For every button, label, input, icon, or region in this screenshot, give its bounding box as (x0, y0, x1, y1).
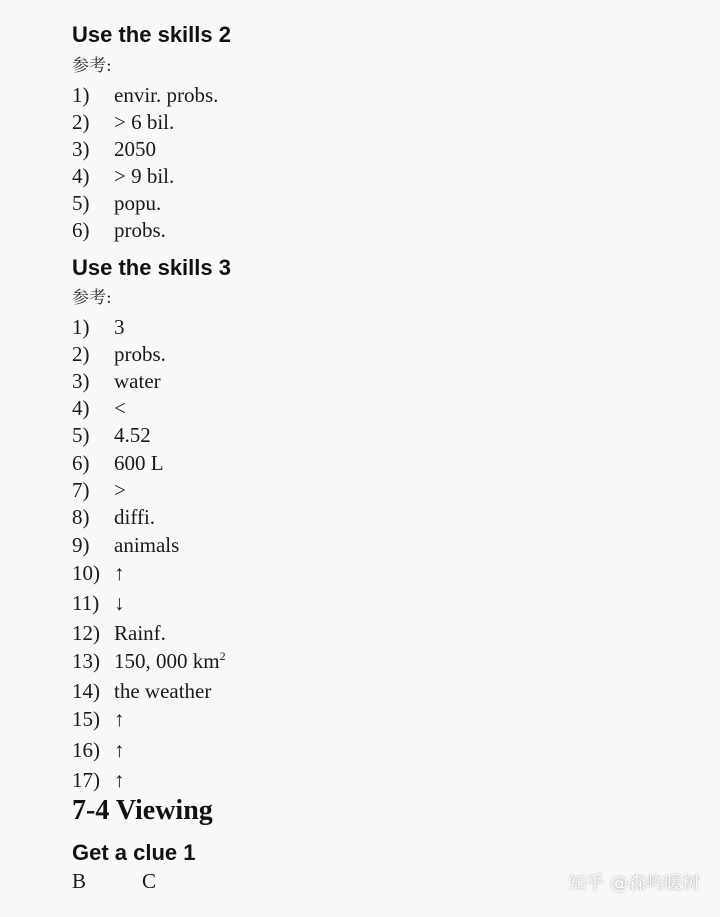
answer-item (72, 504, 155, 530)
item-number: 4) (72, 396, 90, 420)
item-number: 1) (72, 83, 90, 107)
item-number: 12) (72, 621, 100, 645)
item-number: 15) (72, 707, 100, 731)
answer-item (72, 477, 126, 503)
item-number: 2) (72, 342, 90, 366)
reference-label: 参考: (72, 56, 112, 76)
item-number: 11) (72, 591, 100, 615)
answer-item (72, 217, 166, 243)
item-text: > 9 bil. (114, 164, 175, 188)
item-number: 9) (72, 533, 90, 557)
item-number: 17) (72, 768, 100, 792)
answer-item (72, 532, 179, 558)
item-text: ↓ (114, 591, 125, 615)
item-text (114, 649, 226, 673)
item-number: 5) (72, 423, 90, 447)
answer-item (72, 678, 211, 704)
item-number: 8) (72, 505, 90, 529)
item-text: envir. probs. (114, 83, 219, 107)
clue-answers (72, 868, 156, 894)
superscript: 2 (219, 649, 226, 663)
item-text: water (114, 369, 161, 393)
item-text: > (114, 478, 126, 502)
item-number: 7) (72, 478, 90, 502)
item-number: 3) (72, 137, 90, 161)
item-number: 1) (72, 315, 90, 339)
answer-item (72, 109, 174, 135)
item-text: ↑ (114, 561, 125, 585)
item-text: > 6 bil. (114, 110, 175, 134)
answer-item (72, 136, 156, 162)
reference-label: 参考: (72, 288, 112, 308)
item-number: 16) (72, 738, 100, 762)
item-number: 4) (72, 164, 90, 188)
answer-item (72, 163, 174, 189)
item-text: probs. (114, 218, 166, 242)
answer-item (72, 560, 125, 586)
item-number: 6) (72, 451, 90, 475)
item-text: animals (114, 533, 180, 557)
answer-item (72, 767, 125, 793)
item-text: Rainf. (114, 621, 166, 645)
item-text-main: 150, 000 km (114, 649, 220, 673)
section-title-viewing: 7-4 Viewing (72, 795, 213, 826)
item-number: 6) (72, 218, 90, 242)
answer-item (72, 190, 161, 216)
answer-item (72, 706, 125, 732)
item-text: ↑ (114, 738, 125, 762)
answer-item (72, 395, 126, 421)
clue-answer-2: C (142, 869, 157, 893)
item-text: 4.52 (114, 423, 151, 447)
answer-item (72, 737, 125, 763)
answer-item (72, 648, 226, 674)
section-title-skills-3: Use the skills 3 (72, 255, 231, 280)
item-text: 600 L (114, 451, 164, 475)
item-text: popu. (114, 191, 162, 215)
section-title-get-a-clue: Get a clue 1 (72, 840, 196, 865)
answer-item (72, 314, 125, 340)
item-number: 14) (72, 679, 100, 703)
item-text: the weather (114, 679, 212, 703)
answer-item (72, 82, 218, 108)
item-number: 10) (72, 561, 100, 585)
answer-item (72, 450, 164, 476)
item-number: 13) (72, 649, 100, 673)
answer-item (72, 341, 166, 367)
clue-answer-1: B (72, 869, 87, 893)
item-number: 3) (72, 369, 90, 393)
item-text: < (114, 396, 126, 420)
item-number: 2) (72, 110, 90, 134)
item-text: 2050 (114, 137, 156, 161)
item-number: 5) (72, 191, 90, 215)
answer-item (72, 368, 161, 394)
item-text: diffi. (114, 505, 156, 529)
item-text: ↑ (114, 707, 125, 731)
answer-item (72, 422, 151, 448)
answer-item (72, 620, 166, 646)
item-text: probs. (114, 342, 166, 366)
item-text: 3 (114, 315, 125, 339)
watermark: 知乎 @森屿暖树 (568, 873, 700, 894)
section-title-skills-2: Use the skills 2 (72, 22, 231, 47)
answer-item (72, 590, 125, 616)
item-text: ↑ (114, 768, 125, 792)
